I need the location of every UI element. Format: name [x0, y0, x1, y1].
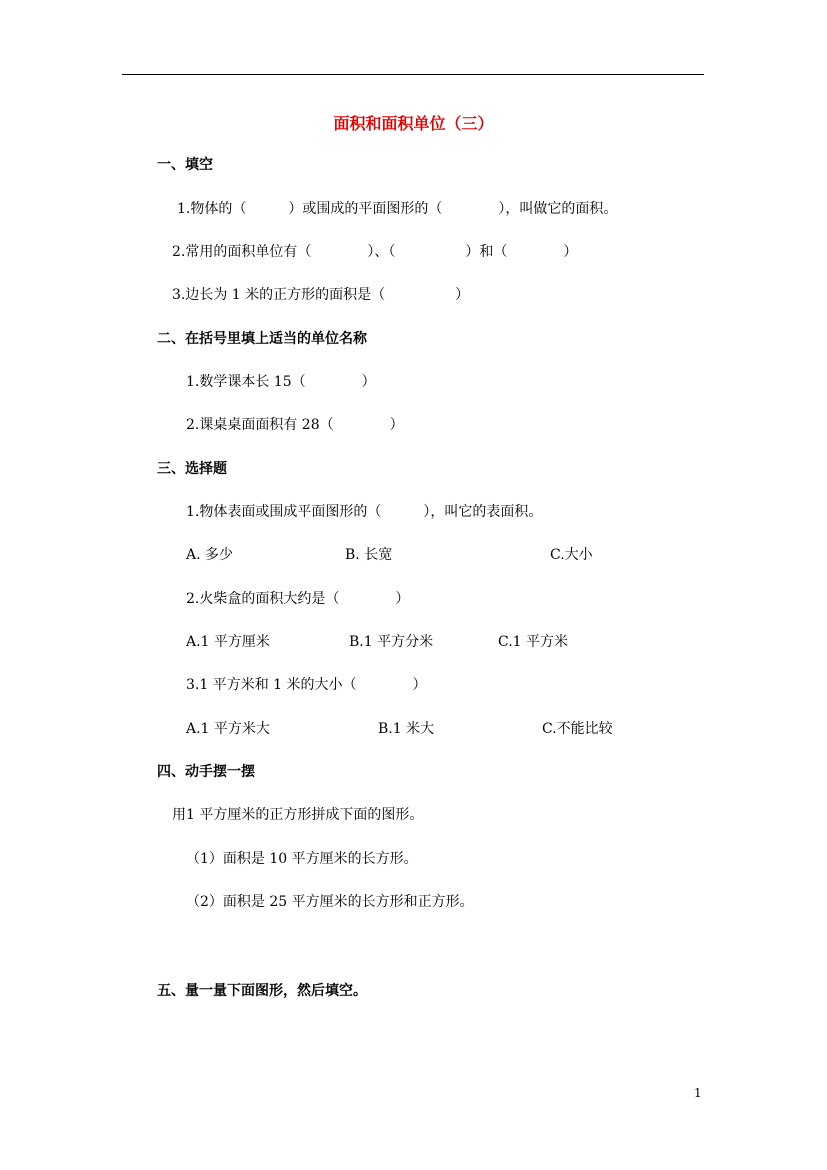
- question-3-1-option-c: C.大小: [550, 547, 593, 563]
- question-1-2: 2.常用的面积单位有（ ）、（ ）和（ ）: [172, 244, 578, 260]
- question-3-1-stem: 1.物体表面或围成平面图形的（ ），叫它的表面积。: [186, 504, 543, 520]
- page-number: 1: [694, 1086, 702, 1100]
- question-1-3: 3.边长为 1 米的正方形的面积是（ ）: [172, 287, 470, 303]
- question-1-1: 1.物体的（ ）或围成的平面图形的（ ），叫做它的面积。: [177, 201, 618, 217]
- question-4-2: （2）面积是 25 平方厘米的长方形和正方形。: [186, 894, 474, 910]
- question-3-3-option-a: A.1 平方米大: [186, 721, 270, 737]
- question-3-3-option-b: B.1 米大: [378, 721, 435, 737]
- question-3-3-stem: 3.1 平方米和 1 米的大小（ ）: [186, 677, 427, 693]
- question-4-1: （1）面积是 10 平方厘米的长方形。: [186, 851, 418, 867]
- question-3-2-option-b: B.1 平方分米: [349, 634, 434, 650]
- question-2-1: 1.数学课本长 15（ ）: [186, 374, 376, 390]
- section-1-heading: 一、填空: [157, 157, 213, 173]
- question-3-2-option-a: A.1 平方厘米: [186, 634, 270, 650]
- question-3-1-option-b: B. 长宽: [345, 547, 393, 563]
- question-3-2-stem: 2.火柴盒的面积大约是（ ）: [186, 591, 410, 607]
- section-3-heading: 三、选择题: [157, 461, 227, 477]
- header-rule: [122, 74, 704, 75]
- section-4-intro: 用1 平方厘米的正方形拼成下面的图形。: [172, 807, 424, 823]
- question-3-3-option-c: C.不能比较: [542, 721, 613, 737]
- section-2-heading: 二、在括号里填上适当的单位名称: [157, 331, 367, 347]
- section-4-heading: 四、动手摆一摆: [157, 764, 255, 780]
- question-3-1-option-a: A. 多少: [186, 547, 234, 563]
- question-3-2-option-c: C.1 平方米: [498, 634, 569, 650]
- section-5-heading: 五、量一量下面图形，然后填空。: [157, 983, 367, 999]
- page-title: 面积和面积单位（三）: [333, 114, 494, 133]
- question-2-2: 2.课桌桌面面积有 28（ ）: [186, 417, 404, 433]
